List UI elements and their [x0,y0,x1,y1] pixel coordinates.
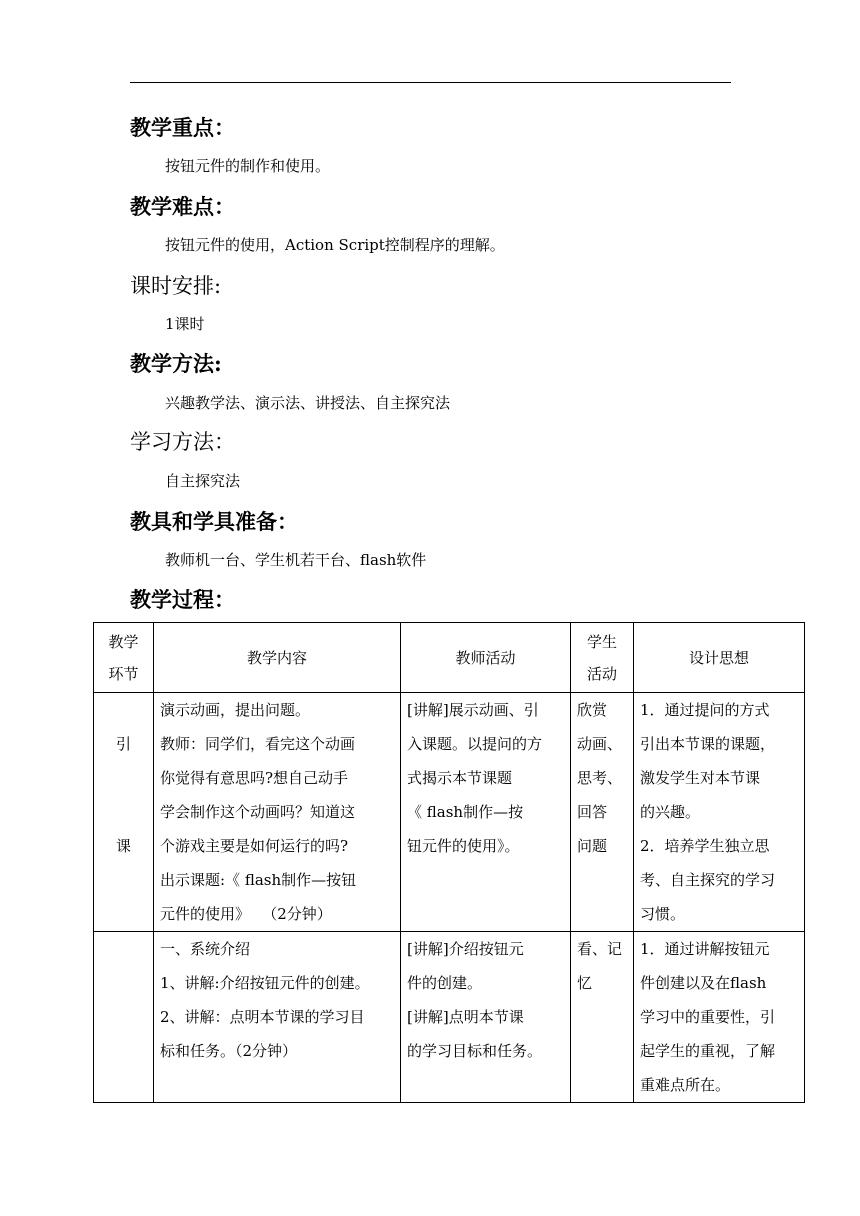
design-line: 起学生的重视，了解 [640,1042,776,1060]
content-line: 你觉得有意思吗?想自己动手 [160,769,349,787]
stage-cell [94,932,154,1103]
student-line: 思考、 [577,769,623,787]
content-line: 元件的使用》 （2分钟） [160,905,332,923]
content-cell [154,932,401,1103]
design-line: 1．通过讲解按钮元 [640,940,770,958]
heading-learning-methods: 学习方法： [130,430,235,454]
content-line: 学会制作这个动画吗？知道这 [160,803,356,821]
key-points-text: 按钮元件的制作和使用。 [165,157,331,175]
heading-methods: 教学方法: [130,351,222,376]
student-line: 看、记 [577,940,623,958]
heading-key-points: 教学重点： [130,115,235,140]
student-line: 问题 [577,837,608,855]
teacher-line: 钮元件的使用》。 [407,837,520,855]
stage-cell [94,693,154,932]
heading-process: 教学过程： [130,587,235,612]
table-header-row [94,623,805,693]
header-stage: 教学 环节 [94,623,154,693]
teacher-line: 的学习目标和任务。 [407,1042,543,1060]
student-line: 动画、 [577,735,623,753]
teacher-cell [401,932,571,1103]
design-cell [634,932,805,1103]
design-line: 的兴趣。 [640,803,701,821]
header-rule [130,82,731,83]
heading-difficulties: 教学难点： [130,194,235,219]
design-line: 激发学生对本节课 [640,769,761,787]
design-line: 1．通过提问的方式 [640,701,770,719]
content-line: 出示课题:《 flash制作—按钮 [160,871,357,889]
student-cell [571,693,634,932]
teacher-line: [讲解]介绍按钮元 [407,940,524,958]
learning-methods-text: 自主探究法 [165,472,241,490]
design-line: 件创建以及在flash [640,974,767,992]
table-row [94,693,805,932]
content-line: 标和任务。（2分钟） [160,1042,298,1060]
design-line: 学习中的重要性，引 [640,1008,776,1026]
design-line: 重难点所在。 [640,1076,731,1094]
student-cell [571,932,634,1103]
teacher-line: 《 flash制作—按 [407,803,524,821]
design-line: 引出本节课的课题， [640,735,776,753]
teacher-line: [讲解]点明本节课 [407,1008,524,1026]
design-line: 考、自主探究的学习 [640,871,776,889]
process-table [93,622,805,1103]
difficulties-text: 按钮元件的使用，Action Script控制程序的理解。 [165,236,505,254]
heading-schedule: 课时安排: [130,274,222,298]
design-cell [634,693,805,932]
header-content: 教学内容 [154,623,401,693]
teacher-cell [401,693,571,932]
content-line: 教师：同学们，看完这个动画 [160,735,356,753]
teacher-line: 式揭示本节课题 [407,769,513,787]
student-line: 忆 [577,974,593,992]
methods-text: 兴趣教学法、演示法、讲授法、自主探究法 [165,394,451,412]
design-line: 习惯。 [640,905,686,923]
content-line: 演示动画，提出问题。 [160,701,311,719]
content-line: 2、讲解：点明本节课的学习目 [160,1008,365,1026]
student-line: 欣赏 [577,701,608,719]
content-line: 个游戏主要是如何运行的吗? [160,837,349,855]
header-teacher: 教师活动 [401,623,571,693]
stage-char: 课 [115,837,131,855]
content-line: 一、系统介绍 [160,940,251,958]
header-student: 学生 活动 [571,623,634,693]
content-line: 1、讲解:介绍按钮元件的创建。 [160,974,370,992]
teacher-line: 件的创建。 [407,974,483,992]
table-row [94,932,805,1103]
stage-char: 引 [115,735,131,753]
header-design: 设计思想 [634,623,805,693]
content-cell [154,693,401,932]
student-line: 回答 [577,803,608,821]
heading-materials: 教具和学具准备： [130,509,298,534]
teacher-line: 入课题。以提问的方 [407,735,543,753]
teacher-line: [讲解]展示动画、引 [407,701,539,719]
materials-text: 教师机一台、学生机若干台、flash软件 [165,551,427,569]
schedule-text: 1课时 [165,315,205,333]
design-line: 2．培养学生独立思 [640,837,770,855]
